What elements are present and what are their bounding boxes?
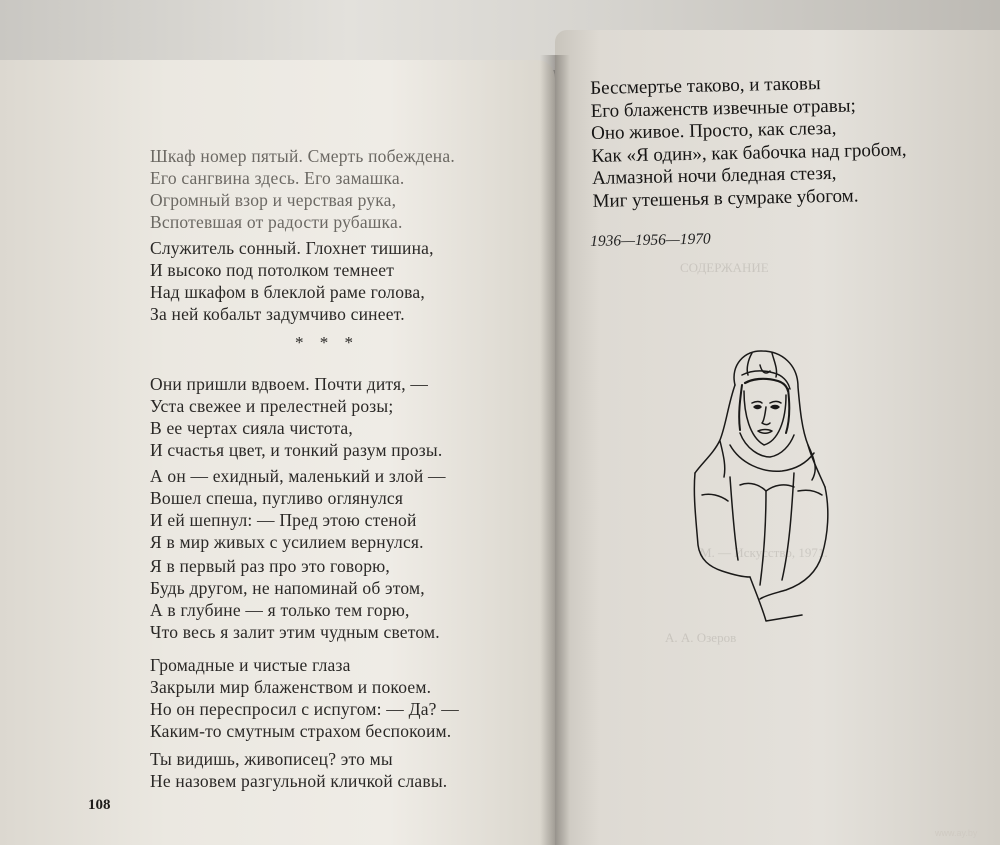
verse-line: Уста свежее и прелестней розы; [150,396,394,416]
composition-dates: 1936—1956—1970 [590,230,711,250]
verse-line: Над шкафом в блеклой раме голова, [150,282,425,302]
verse-line: Алмазной ночи бледная стезя, [591,162,837,189]
verse-line: А в глубине — я только тем горю, [150,600,410,620]
verse-line: Что весь я залит этим чудным светом. [150,622,440,642]
verse-line: Оно живое. Просто, как слеза, [590,117,837,144]
right-page-stanza [590,71,908,213]
verse-line: И высоко под потолком темнеет [150,260,395,280]
verse-line: Каким-то смутным страхом беспокоим. [150,721,452,741]
woman-portrait-illustration [690,345,835,635]
verse-line: А он — ехидный, маленький и злой — [150,466,446,486]
verse-line: Закрыли мир блаженством и покоем. [150,677,432,697]
section-separator: * * * [295,333,359,352]
bleed-through-text: М. — Искусство, 1971. [700,545,828,560]
stanza-2 [150,237,434,325]
verse-line: Я в мир живых с усилием вернулся. [150,532,424,552]
verse-line: За ней кобальт задумчиво синеет. [150,304,405,324]
stanza-6 [150,654,459,742]
verse-line: И ей шепнул: — Пред этою стеной [150,510,417,530]
verse-line: Ты видишь, живописец? это мы [150,749,393,769]
stanza-5 [150,555,440,643]
verse-line: Не назовем разгульной кличкой славы. [150,771,448,791]
verse-line: Они пришли вдвоем. Почти дитя, — [150,374,429,394]
book-gutter [540,55,570,845]
verse-line: Будь другом, не напоминай об этом, [150,578,425,598]
verse-line: Его блаженств извечные отравы; [590,94,856,122]
watermark-text: www.ay.by [935,828,978,838]
stanza-7 [150,748,447,792]
verse-line: Но он переспросил с испугом: — Да? — [150,699,459,719]
verse-line: Его сангвина здесь. Его замашка. [150,168,405,188]
verse-line: Служитель сонный. Глохнет тишина, [150,238,434,258]
bleed-through-text: А. А. Озеров [665,630,737,645]
page-number: 108 [88,797,111,813]
verse-line: Я в первый раз про это говорю, [150,556,391,576]
verse-line: Вспотевшая от радости рубашка. [150,212,403,232]
verse-line: Как «Я один», как бабочка над гробом, [591,138,907,167]
stanza-3 [150,373,442,461]
stanza-4 [150,465,446,553]
verse-line: Огромный взор и черствая рука, [150,190,397,210]
bleed-through-text: СОДЕРЖАНИЕ [680,260,769,275]
stanza-1 [150,145,455,233]
verse-line: Бессмертье таково, и таковы [590,73,821,99]
verse-line: В ее чертах сияла чистота, [150,418,353,438]
verse-line: Вошел спеша, пугливо оглянулся [150,488,404,508]
verse-line: Миг утешенья в сумраке убогом. [592,184,859,212]
verse-line: Громадные и чистые глаза [150,655,351,675]
verse-line: И счастья цвет, и тонкий разум прозы. [150,440,443,460]
verse-line: Шкаф номер пятый. Смерть побеждена. [150,146,455,166]
